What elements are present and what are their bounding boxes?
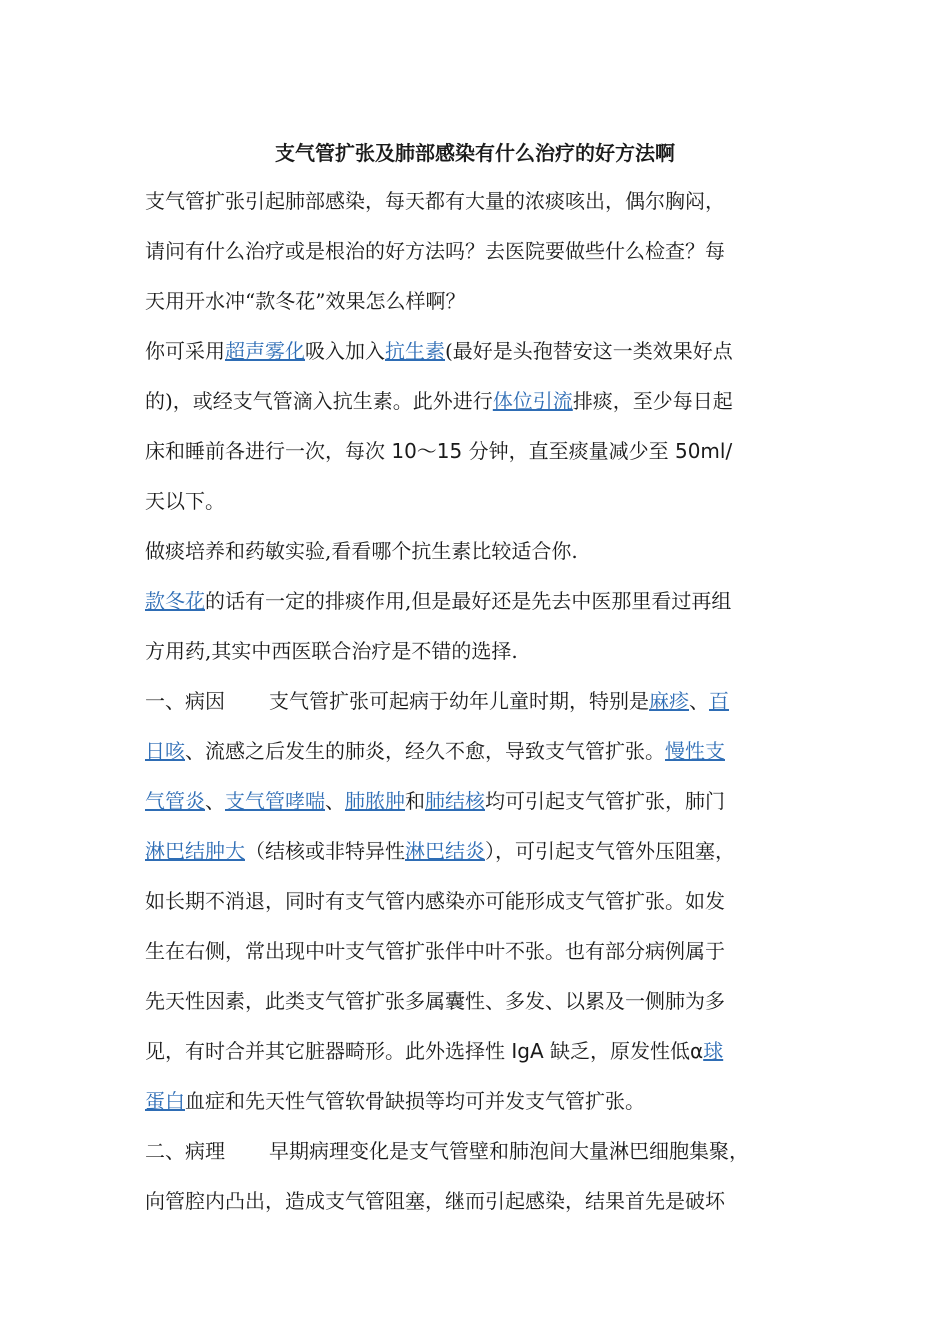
text-line: 支气管扩张引起肺部感染，每天都有大量的浓痰咳出，偶尔胸闷， — [145, 189, 725, 213]
text-run: 血症和先天性气管软骨缺损等均可并发支气管扩张。 — [185, 1089, 645, 1113]
text-run: 均可引起支气管扩张，肺门 — [485, 789, 725, 813]
text-line: 天以下。 — [145, 489, 225, 513]
text-run: 你可采用 — [145, 339, 225, 363]
text-line — [145, 728, 813, 778]
link-chronic-bronchitis[interactable]: 气管炎 — [145, 789, 205, 813]
text-line — [145, 578, 813, 628]
pathology-section — [145, 1128, 813, 1228]
text-line — [145, 1028, 813, 1078]
text-line — [145, 328, 813, 378]
text-line: 生在右侧，常出现中叶支气管扩张伴中叶不张。也有部分病例属于 — [145, 939, 725, 963]
text-run: 床和睡前各进行一次，每次 — [145, 439, 392, 463]
text-line — [145, 828, 813, 878]
text-run: 见，有时合并其它脏器畸形。此外选择性 — [145, 1039, 512, 1063]
text-run: α — [690, 1039, 704, 1063]
link-lymphadenitis[interactable]: 淋巴结炎 — [405, 839, 485, 863]
text-run: 、 — [205, 789, 225, 813]
culture-paragraph: 做痰培养和药敏实验,看看哪个抗生素比较适合你. — [145, 539, 578, 563]
link-globulin[interactable]: 球 — [703, 1039, 724, 1063]
text-run: 和 — [405, 789, 425, 813]
text-run: 缺乏，原发性低 — [543, 1039, 690, 1063]
link-tuberculosis[interactable]: 肺结核 — [425, 789, 485, 813]
link-asthma[interactable]: 支气管哮喘 — [225, 789, 325, 813]
text-line: 如长期不消退，同时有支气管内感染亦可能形成支气管扩张。如发 — [145, 889, 725, 913]
text-run: 吸入加入 — [305, 339, 385, 363]
link-lung-abscess[interactable]: 肺脓肿 — [345, 789, 405, 813]
text-line: 先天性因素，此类支气管扩张多属囊性、多发、以累及一侧肺为多 — [145, 989, 725, 1013]
text-line — [145, 1128, 813, 1178]
text-run: 分钟，直至痰量减少至 — [462, 439, 675, 463]
section-heading: 一、病因 — [145, 689, 225, 713]
text-run: 早期病理变化是支气管壁和肺泡间大量淋巴细胞集聚， — [269, 1139, 749, 1163]
text-run: （结核或非特异性 — [245, 839, 405, 863]
link-postural-drainage[interactable]: 体位引流 — [492, 389, 573, 413]
text-line — [145, 678, 813, 728]
link-pertussis[interactable]: 日咳 — [145, 739, 185, 763]
text-run: 的话有一定的排痰作用,但是最好还是先去中医那里看过再组 — [205, 589, 732, 613]
coltsfoot-paragraph — [145, 578, 813, 678]
link-pertussis[interactable]: 百 — [709, 689, 729, 713]
document-body — [145, 178, 813, 1228]
text-line — [145, 1078, 813, 1128]
text-line — [145, 428, 813, 478]
link-ultrasonic-nebulization[interactable]: 超声雾化 — [225, 339, 305, 363]
link-lymphadenopathy[interactable]: 淋巴结肿大 — [145, 839, 245, 863]
link-globulin[interactable]: 蛋白 — [145, 1089, 185, 1113]
text-run: 10～15 — [391, 439, 463, 463]
question-paragraph — [145, 178, 813, 328]
text-run: 的)，或经支气管滴入抗生素。此外进行 — [145, 389, 493, 413]
text-run: (最好是头孢替安这一类效果好点 — [445, 339, 733, 363]
text-run: 、流感之后发生的肺炎，经久不愈，导致支气管扩张。 — [185, 739, 665, 763]
page-title: 支气管扩张及肺部感染有什么治疗的好方法啊 — [275, 141, 675, 165]
text-line: 请问有什么治疗或是根治的好方法吗？去医院要做些什么检查？每 — [145, 239, 725, 263]
text-run: IgA — [511, 1039, 544, 1063]
answer-paragraph — [145, 328, 813, 528]
text-run: 、 — [325, 789, 345, 813]
text-line — [145, 378, 813, 428]
link-measles[interactable]: 麻疹 — [649, 689, 689, 713]
text-run: 50ml/ — [674, 439, 733, 463]
section-heading: 二、病理 — [145, 1139, 225, 1163]
link-chronic-bronchitis[interactable]: 慢性支 — [665, 739, 725, 763]
etiology-section — [145, 678, 813, 1128]
text-run: ），可引起支气管外压阻塞， — [485, 839, 735, 863]
text-run: 支气管扩张可起病于幼年儿童时期，特别是 — [269, 689, 649, 713]
text-line: 方用药,其实中西医联合治疗是不错的选择. — [145, 639, 518, 663]
link-antibiotics[interactable]: 抗生素 — [385, 339, 445, 363]
text-line: 天用开水冲“款冬花”效果怎么样啊？ — [145, 289, 466, 313]
text-run: 、 — [689, 689, 709, 713]
link-coltsfoot[interactable]: 款冬花 — [145, 589, 205, 613]
text-line: 向管腔内凸出，造成支气管阻塞，继而引起感染，结果首先是破坏 — [145, 1189, 725, 1213]
text-line — [145, 778, 813, 828]
text-run: 排痰，至少每日起 — [572, 389, 733, 413]
